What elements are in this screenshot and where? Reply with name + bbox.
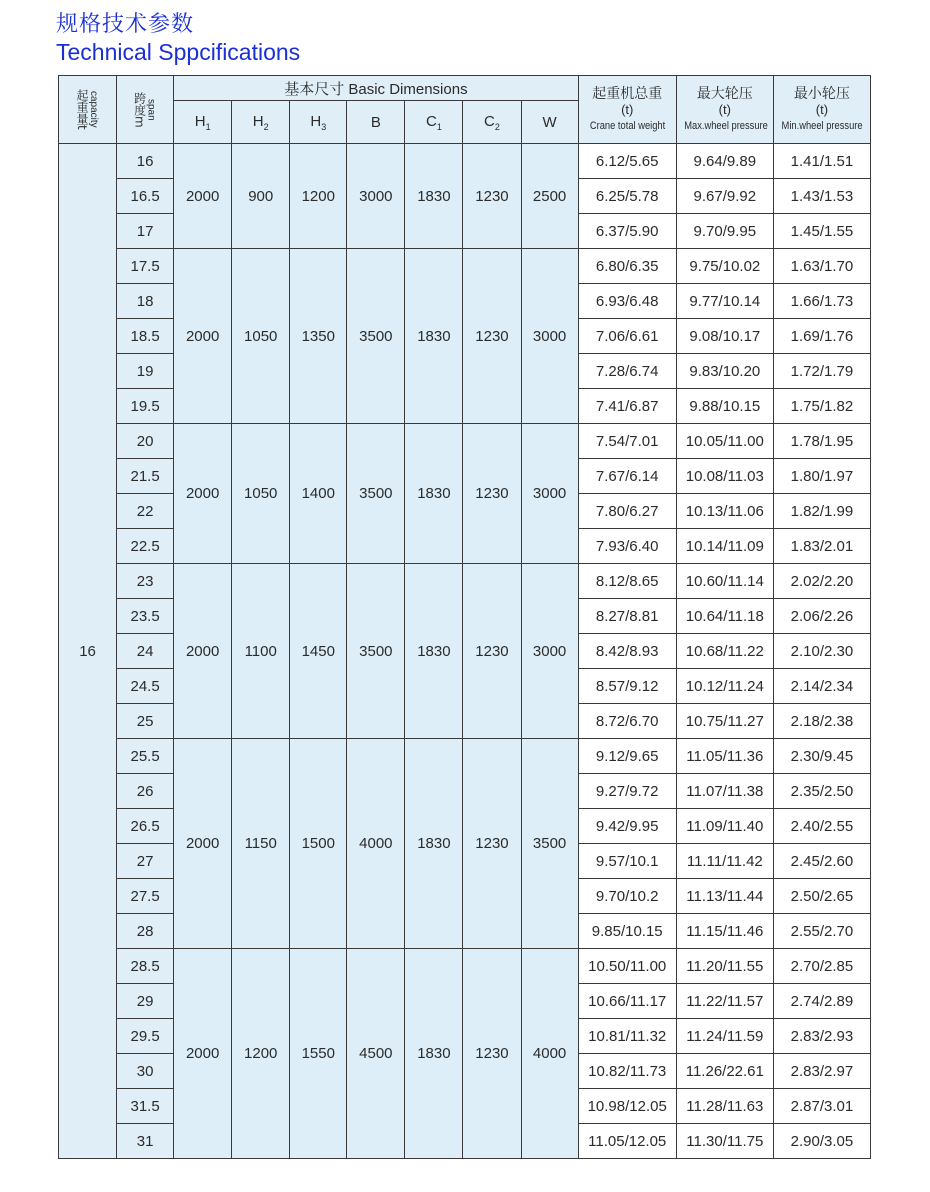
total-weight-cell: 6.93/6.48 <box>578 284 676 319</box>
max-wheel-pressure-cell: 10.14/11.09 <box>676 529 773 564</box>
span-cell: 28.5 <box>117 949 174 984</box>
page-title-chinese: 规格技术参数 <box>56 12 195 37</box>
span-cell: 23.5 <box>117 599 174 634</box>
total-weight-cell: 10.98/12.05 <box>578 1089 676 1124</box>
span-cell: 24 <box>117 634 174 669</box>
min-wheel-pressure-cell: 1.72/1.79 <box>773 354 870 389</box>
span-cell: 16.5 <box>117 179 174 214</box>
b-header: B <box>347 101 405 144</box>
max-wheel-pressure-cell: 10.13/11.06 <box>676 494 773 529</box>
w-value-cell: 3000 <box>521 564 578 739</box>
total-weight-cell: 9.27/9.72 <box>578 774 676 809</box>
total-weight-cell: 7.54/7.01 <box>578 424 676 459</box>
span-cell: 28 <box>117 914 174 949</box>
min-wheel-pressure-cell: 1.66/1.73 <box>773 284 870 319</box>
basic-dimensions-header: 基本尺寸 Basic Dimensions <box>174 76 579 101</box>
h2-value-cell: 900 <box>232 144 290 249</box>
max-wheel-pressure-cell: 9.08/10.17 <box>676 319 773 354</box>
c2-value-cell: 1230 <box>463 249 521 424</box>
max-wheel-pressure-cell: 9.83/10.20 <box>676 354 773 389</box>
span-cell: 19 <box>117 354 174 389</box>
span-cell: 21.5 <box>117 459 174 494</box>
min-wheel-pressure-cell: 1.83/2.01 <box>773 529 870 564</box>
total-weight-cell: 7.06/6.61 <box>578 319 676 354</box>
h3-value-cell: 1200 <box>290 144 347 249</box>
h2-value-cell: 1050 <box>232 249 290 424</box>
total-weight-cell: 10.66/11.17 <box>578 984 676 1019</box>
c1-value-cell: 1830 <box>405 249 463 424</box>
min-wheel-pressure-cell: 1.78/1.95 <box>773 424 870 459</box>
span-cell: 18.5 <box>117 319 174 354</box>
span-cell: 27.5 <box>117 879 174 914</box>
min-wheel-unit: (t) <box>815 101 829 117</box>
span-header <box>117 76 174 144</box>
total-weight-en: Crane total weight <box>589 119 665 132</box>
capacity-header-en: capacity <box>88 91 100 128</box>
min-wheel-en: Min.wheel pressure <box>781 119 863 132</box>
b-value-cell: 3500 <box>347 249 405 424</box>
span-cell: 18 <box>117 284 174 319</box>
span-cell: 23 <box>117 564 174 599</box>
max-wheel-pressure-cell: 10.08/11.03 <box>676 459 773 494</box>
c2-value-cell: 1230 <box>463 949 521 1159</box>
total-weight-cn: 起重机总重 <box>592 85 663 102</box>
b-value-cell: 3000 <box>347 144 405 249</box>
total-weight-header <box>578 76 676 144</box>
capacity-cell: 16 <box>59 144 117 1159</box>
total-weight-cell: 7.41/6.87 <box>578 389 676 424</box>
h1-value-cell: 2000 <box>174 144 232 249</box>
total-weight-cell: 7.93/6.40 <box>578 529 676 564</box>
min-wheel-pressure-cell: 2.87/3.01 <box>773 1089 870 1124</box>
c1-value-cell: 1830 <box>405 144 463 249</box>
span-cell: 16 <box>117 144 174 179</box>
total-weight-cell: 9.57/10.1 <box>578 844 676 879</box>
total-weight-cell: 9.12/9.65 <box>578 739 676 774</box>
max-wheel-cn: 最大轮压 <box>696 85 753 102</box>
c2-value-cell: 1230 <box>463 424 521 564</box>
max-wheel-pressure-cell: 11.24/11.59 <box>676 1019 773 1054</box>
table-row <box>59 424 871 459</box>
max-wheel-pressure-cell: 11.05/11.36 <box>676 739 773 774</box>
max-wheel-pressure-cell: 11.11/11.42 <box>676 844 773 879</box>
h3-value-cell: 1350 <box>290 249 347 424</box>
span-cell: 26.5 <box>117 809 174 844</box>
min-wheel-pressure-cell: 2.35/2.50 <box>773 774 870 809</box>
max-wheel-pressure-cell: 10.60/11.14 <box>676 564 773 599</box>
h3-value-cell: 1550 <box>290 949 347 1159</box>
max-wheel-pressure-cell: 9.77/10.14 <box>676 284 773 319</box>
max-wheel-pressure-cell: 9.88/10.15 <box>676 389 773 424</box>
min-wheel-pressure-cell: 2.45/2.60 <box>773 844 870 879</box>
max-wheel-pressure-cell: 11.07/11.38 <box>676 774 773 809</box>
c2-value-cell: 1230 <box>463 564 521 739</box>
min-wheel-pressure-cell: 1.75/1.82 <box>773 389 870 424</box>
span-cell: 27 <box>117 844 174 879</box>
total-weight-cell: 6.12/5.65 <box>578 144 676 179</box>
h1-value-cell: 2000 <box>174 949 232 1159</box>
min-wheel-pressure-cell: 2.30/9.45 <box>773 739 870 774</box>
total-weight-cell: 7.67/6.14 <box>578 459 676 494</box>
span-cell: 25 <box>117 704 174 739</box>
total-weight-cell: 9.42/9.95 <box>578 809 676 844</box>
max-wheel-pressure-cell: 10.68/11.22 <box>676 634 773 669</box>
min-wheel-pressure-cell: 1.43/1.53 <box>773 179 870 214</box>
table-row <box>59 949 871 984</box>
min-wheel-pressure-cell: 1.63/1.70 <box>773 249 870 284</box>
max-wheel-unit: (t) <box>718 101 731 117</box>
min-wheel-pressure-cell: 2.50/2.65 <box>773 879 870 914</box>
span-cell: 19.5 <box>117 389 174 424</box>
min-wheel-pressure-cell: 2.40/2.55 <box>773 809 870 844</box>
c1-value-cell: 1830 <box>405 564 463 739</box>
max-wheel-pressure-cell: 11.13/11.44 <box>676 879 773 914</box>
total-weight-cell: 6.37/5.90 <box>578 214 676 249</box>
h1-value-cell: 2000 <box>174 739 232 949</box>
span-cell: 25.5 <box>117 739 174 774</box>
h2-header: $H_2$ <box>232 101 290 144</box>
total-weight-cell: 6.80/6.35 <box>578 249 676 284</box>
c2-value-cell: 1230 <box>463 144 521 249</box>
h1-header: $H_1$ <box>174 101 232 144</box>
w-header: W <box>521 101 578 144</box>
capacity-header-cn: 起重量t <box>75 89 90 130</box>
max-wheel-pressure-cell: 11.09/11.40 <box>676 809 773 844</box>
h3-header: $H_3$ <box>290 101 347 144</box>
total-weight-cell: 8.27/8.81 <box>578 599 676 634</box>
max-wheel-pressure-cell: 11.22/11.57 <box>676 984 773 1019</box>
span-header-en: span <box>145 98 157 121</box>
max-wheel-pressure-cell: 11.30/11.75 <box>676 1124 773 1159</box>
w-value-cell: 2500 <box>521 144 578 249</box>
span-cell: 17.5 <box>117 249 174 284</box>
max-wheel-pressure-cell: 11.26/22.61 <box>676 1054 773 1089</box>
total-weight-cell: 11.05/12.05 <box>578 1124 676 1159</box>
min-wheel-pressure-cell: 2.18/2.38 <box>773 704 870 739</box>
min-wheel-pressure-cell: 2.74/2.89 <box>773 984 870 1019</box>
c1-header: $C_1$ <box>405 101 463 144</box>
page-title-english: Technical Sppcifications <box>56 39 301 65</box>
h1-value-cell: 2000 <box>174 424 232 564</box>
header-row-1 <box>59 76 871 101</box>
min-wheel-pressure-cell: 2.90/3.05 <box>773 1124 870 1159</box>
max-wheel-pressure-cell: 9.64/9.89 <box>676 144 773 179</box>
total-weight-cell: 9.70/10.2 <box>578 879 676 914</box>
h2-value-cell: 1100 <box>232 564 290 739</box>
capacity-header <box>59 76 117 144</box>
table-row <box>59 144 871 179</box>
span-cell: 30 <box>117 1054 174 1089</box>
min-wheel-pressure-cell: 1.82/1.99 <box>773 494 870 529</box>
w-value-cell: 3500 <box>521 739 578 949</box>
h2-value-cell: 1150 <box>232 739 290 949</box>
min-wheel-cn: 最小轮压 <box>793 85 850 102</box>
c1-value-cell: 1830 <box>405 424 463 564</box>
span-cell: 29.5 <box>117 1019 174 1054</box>
b-value-cell: 3500 <box>347 564 405 739</box>
h2-value-cell: 1050 <box>232 424 290 564</box>
total-weight-cell: 7.80/6.27 <box>578 494 676 529</box>
min-wheel-pressure-cell: 2.70/2.85 <box>773 949 870 984</box>
span-cell: 17 <box>117 214 174 249</box>
c2-value-cell: 1230 <box>463 739 521 949</box>
min-wheel-pressure-cell: 2.14/2.34 <box>773 669 870 704</box>
span-cell: 26 <box>117 774 174 809</box>
w-value-cell: 3000 <box>521 249 578 424</box>
min-wheel-pressure-cell: 1.41/1.51 <box>773 144 870 179</box>
max-wheel-header <box>676 76 773 144</box>
max-wheel-pressure-cell: 9.70/9.95 <box>676 214 773 249</box>
c1-value-cell: 1830 <box>405 739 463 949</box>
h3-value-cell: 1400 <box>290 424 347 564</box>
max-wheel-pressure-cell: 11.28/11.63 <box>676 1089 773 1124</box>
c1-value-cell: 1830 <box>405 949 463 1159</box>
total-weight-cell: 8.57/9.12 <box>578 669 676 704</box>
b-value-cell: 4500 <box>347 949 405 1159</box>
min-wheel-pressure-cell: 2.02/2.20 <box>773 564 870 599</box>
min-wheel-pressure-cell: 2.10/2.30 <box>773 634 870 669</box>
span-cell: 31.5 <box>117 1089 174 1124</box>
total-weight-cell: 10.50/11.00 <box>578 949 676 984</box>
h1-value-cell: 2000 <box>174 249 232 424</box>
span-cell: 22.5 <box>117 529 174 564</box>
max-wheel-pressure-cell: 11.20/11.55 <box>676 949 773 984</box>
min-wheel-pressure-cell: 2.55/2.70 <box>773 914 870 949</box>
spec-table-body <box>59 144 871 1159</box>
table-row <box>59 564 871 599</box>
max-wheel-pressure-cell: 10.64/11.18 <box>676 599 773 634</box>
h2-value-cell: 1200 <box>232 949 290 1159</box>
min-wheel-pressure-cell: 2.06/2.26 <box>773 599 870 634</box>
total-weight-cell: 6.25/5.78 <box>578 179 676 214</box>
total-weight-cell: 9.85/10.15 <box>578 914 676 949</box>
span-cell: 22 <box>117 494 174 529</box>
min-wheel-pressure-cell: 1.69/1.76 <box>773 319 870 354</box>
span-cell: 20 <box>117 424 174 459</box>
b-value-cell: 4000 <box>347 739 405 949</box>
max-wheel-pressure-cell: 11.15/11.46 <box>676 914 773 949</box>
max-wheel-en: Max.wheel pressure <box>683 119 768 132</box>
span-header-cn: 跨度m <box>132 91 147 128</box>
h3-value-cell: 1500 <box>290 739 347 949</box>
max-wheel-pressure-cell: 10.05/11.00 <box>676 424 773 459</box>
total-weight-cell: 8.72/6.70 <box>578 704 676 739</box>
total-weight-cell: 7.28/6.74 <box>578 354 676 389</box>
span-cell: 24.5 <box>117 669 174 704</box>
h1-value-cell: 2000 <box>174 564 232 739</box>
min-wheel-header <box>773 76 870 144</box>
min-wheel-pressure-cell: 2.83/2.93 <box>773 1019 870 1054</box>
total-weight-cell: 10.81/11.32 <box>578 1019 676 1054</box>
max-wheel-pressure-cell: 10.75/11.27 <box>676 704 773 739</box>
span-cell: 31 <box>117 1124 174 1159</box>
w-value-cell: 3000 <box>521 424 578 564</box>
h3-value-cell: 1450 <box>290 564 347 739</box>
total-weight-cell: 8.42/8.93 <box>578 634 676 669</box>
table-row <box>59 739 871 774</box>
b-value-cell: 3500 <box>347 424 405 564</box>
max-wheel-pressure-cell: 10.12/11.24 <box>676 669 773 704</box>
max-wheel-pressure-cell: 9.75/10.02 <box>676 249 773 284</box>
total-weight-cell: 10.82/11.73 <box>578 1054 676 1089</box>
total-weight-cell: 8.12/8.65 <box>578 564 676 599</box>
table-row <box>59 249 871 284</box>
span-cell: 29 <box>117 984 174 1019</box>
max-wheel-pressure-cell: 9.67/9.92 <box>676 179 773 214</box>
w-value-cell: 4000 <box>521 949 578 1159</box>
spec-table <box>58 75 871 1159</box>
total-weight-unit: (t) <box>621 101 634 117</box>
min-wheel-pressure-cell: 1.45/1.55 <box>773 214 870 249</box>
min-wheel-pressure-cell: 2.83/2.97 <box>773 1054 870 1089</box>
c2-header: $C_2$ <box>463 101 521 144</box>
min-wheel-pressure-cell: 1.80/1.97 <box>773 459 870 494</box>
